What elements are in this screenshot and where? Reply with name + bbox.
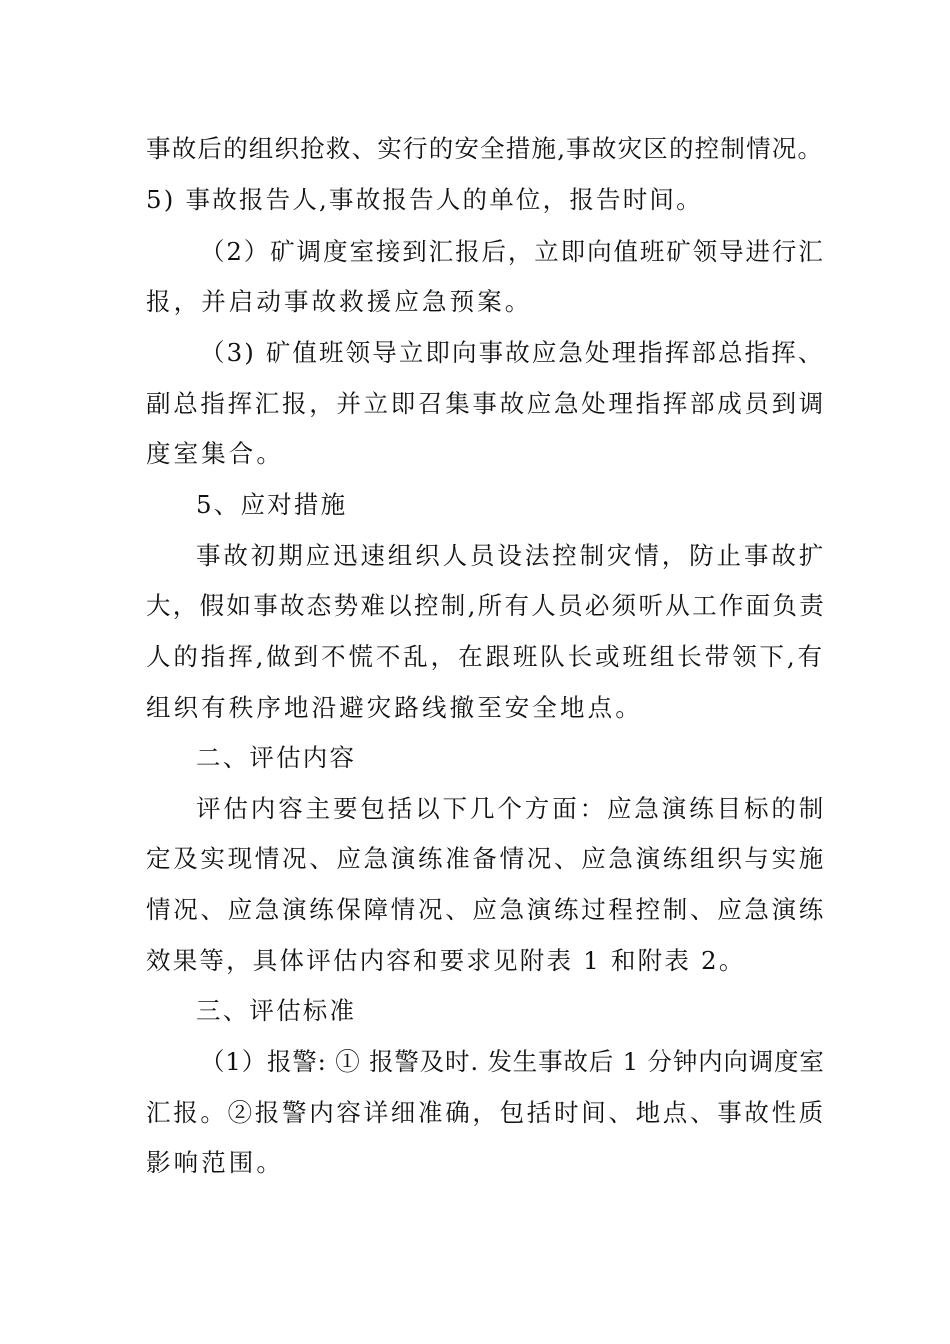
text-line: 事故后的组织抢救、实行的安全措施,事故灾区的控制情况。: [146, 134, 824, 163]
text-line: 5) 事故报告人,事故报告人的单位，报告时间。: [146, 185, 703, 214]
section-heading: 二、评估内容: [196, 743, 357, 772]
text-line: （1）报警: ① 报警及时. 发生事故后 1 分钟内向调度室: [200, 1047, 825, 1076]
text-line: 大，假如事故态势难以控制,所有人员必须听从工作面负责: [146, 591, 827, 620]
text-line: 情况、应急演练保障情况、应急演练过程控制、应急演练: [146, 895, 826, 924]
text-line: 报，并启动事故救援应急预案。: [146, 287, 533, 316]
text-line: 副总指挥汇报，并立即召集事故应急处理指挥部成员到调: [146, 389, 826, 418]
text-line: 事故初期应迅速组织人员设法控制灾情，防止事故扩: [196, 541, 827, 570]
text-line: 汇报。②报警内容详细准确，包括时间、地点、事故性质: [146, 1098, 826, 1127]
text-line: 评估内容主要包括以下几个方面：应急演练目标的制: [196, 794, 827, 823]
text-line: 影响范围。: [146, 1148, 284, 1177]
text-line: （3) 矿值班领导立即向事故应急处理指挥部总指挥、: [200, 338, 825, 367]
text-line: 组织有秩序地沿避灾路线撤至安全地点。: [146, 693, 643, 722]
text-line: （2）矿调度室接到汇报后，立即向值班矿领导进行汇: [200, 237, 825, 266]
section-heading: 5、应对措施: [196, 490, 348, 519]
text-line: 效果等，具体评估内容和要求见附表 1 和附表 2。: [146, 946, 746, 975]
text-line: 定及实现情况、应急演练准备情况、应急演练组织与实施: [146, 844, 826, 873]
section-heading: 三、评估标准: [196, 996, 357, 1025]
text-line: 人的指挥,做到不慌不乱，在跟班队长或班组长带领下,有: [146, 642, 825, 671]
text-line: 度室集合。: [146, 439, 284, 468]
